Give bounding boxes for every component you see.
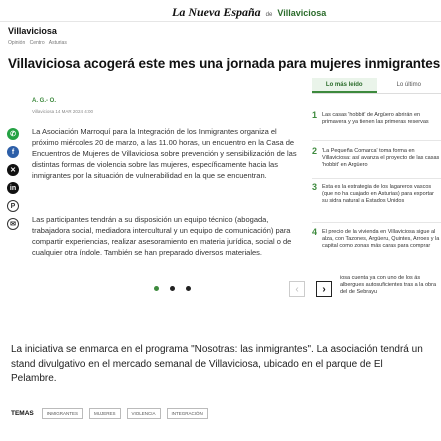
article-paragraph: Las participantes tendrán a su disposición un equipo técnico (abogada, trabajadora social, mediadora intercultural y un equipo de comunicación) para compartir experiencias, realizar asesoramiento en materia jurídica, social o de cualquier otra índole. También se han preparado diversos materiales. (32, 215, 292, 257)
article-byline[interactable]: A. G.- O. (32, 98, 56, 104)
tab-latest[interactable]: Lo último (396, 82, 421, 88)
brand-name: La Nueva España (172, 5, 261, 19)
topics-bar (11, 408, 214, 419)
ranked-article-5-partial[interactable]: iosa cuenta ya con uno de los ás albergues autosuficientes tras a la obra del de Sebrayu (340, 275, 437, 295)
pinterest-icon[interactable]: P (7, 200, 19, 212)
most-read-sidebar (312, 78, 441, 249)
carousel-dots (154, 286, 191, 291)
section-subnav (8, 40, 70, 46)
whatsapp-icon[interactable]: ✆ (7, 128, 19, 140)
subnav-item-opinion[interactable]: Opinión (8, 40, 26, 46)
article-paragraph: La Asociación Marroquí para la Integración de los Inmigrantes organiza el próximo miércoles 20 de marzo, a las 11.00 horas, un encuentro en la Casa de Encuentros de Mujeres de Villaviciosa sobre prevención y sensibilización de las distintas formas de violencia sobre las mujeres, específicamente hacia las inmigrantes por la situación de vulnerabilidad en la que se encuentran. (32, 127, 297, 180)
article-headline: Villaviciosa acogerá este mes una jornada para mujeres inmigrantes (8, 56, 441, 71)
rank-number: 2 (312, 146, 318, 156)
tag-integracion[interactable]: INTEGRACIÓN (167, 408, 208, 419)
masthead (0, 0, 441, 22)
x-icon[interactable]: ✕ (7, 164, 19, 176)
ranked-article-1[interactable] (312, 112, 441, 136)
carousel-next-button[interactable] (316, 281, 332, 297)
chevron-right-icon: › (322, 283, 326, 295)
carousel-dot[interactable] (186, 286, 191, 291)
divider (312, 222, 441, 223)
article-paragraph: La iniciativa se enmarca en el programa "Nosotras: las inmigrantes". La asociación tendrá un stand divulgativo en el mercado semanal de Villaviciosa, ubicado en el parque de El Pelambre. (11, 344, 423, 384)
rank-number: 4 (312, 227, 318, 237)
divider (312, 178, 441, 179)
rank-number: 1 (312, 110, 318, 120)
carousel-dot[interactable] (154, 286, 159, 291)
tag-inmigrantes[interactable]: INMIGRANTES (42, 408, 83, 419)
subnav-item-asturias[interactable]: Asturias (48, 40, 67, 46)
rank-number: 3 (312, 182, 318, 192)
linkedin-icon[interactable]: in (7, 182, 19, 194)
brand-logo[interactable] (172, 5, 326, 20)
brand-location: Villaviciosa (277, 8, 327, 18)
rank-title: Las casas 'hobbit' de Argüero abrirán en primavera y ya tienen las primeras reservas (322, 112, 429, 125)
section-title[interactable]: Villaviciosa (8, 26, 57, 36)
brand-de: de (265, 12, 273, 18)
rank-title: Esta es la estrategia de los lagareros vascos (que no ha cuajado en Asturias) para exportar su sidra natural a Estados Unidos (322, 184, 434, 204)
rank-title: El precio de la vivienda en Villaviciosa sigue al alza, con Tazones, Argüeru, Quintes, Arroes y la capital como zonas más caras para comprar (322, 229, 440, 249)
subnav-item-centro[interactable]: Centro (29, 40, 45, 46)
tag-violencia[interactable]: VIOLENCIA (127, 408, 161, 419)
carousel-dot[interactable] (170, 286, 175, 291)
article-date: Villaviciosa 14 MAR 2024 4:00 (32, 109, 93, 114)
rank-title: 'La Pequeña Comarca' toma forma en Villaviciosa: así avanza el proyecto de las casas 'hobbit' en Argüero (322, 148, 440, 168)
sidebar-tabs (312, 78, 441, 94)
ranked-article-4[interactable] (312, 229, 441, 265)
carousel-prev-button[interactable] (289, 281, 305, 297)
chevron-left-icon: ‹ (295, 283, 299, 295)
topics-label: TEMAS (11, 410, 34, 417)
facebook-icon[interactable]: f (7, 146, 19, 158)
tab-most-read[interactable]: Lo más leído (312, 78, 377, 93)
divider (312, 140, 441, 141)
ranked-article-3[interactable] (312, 184, 441, 220)
tag-mujeres[interactable]: MUJERES (89, 408, 121, 419)
ranked-article-2[interactable] (312, 148, 441, 178)
mail-icon[interactable]: ✉ (7, 218, 19, 230)
